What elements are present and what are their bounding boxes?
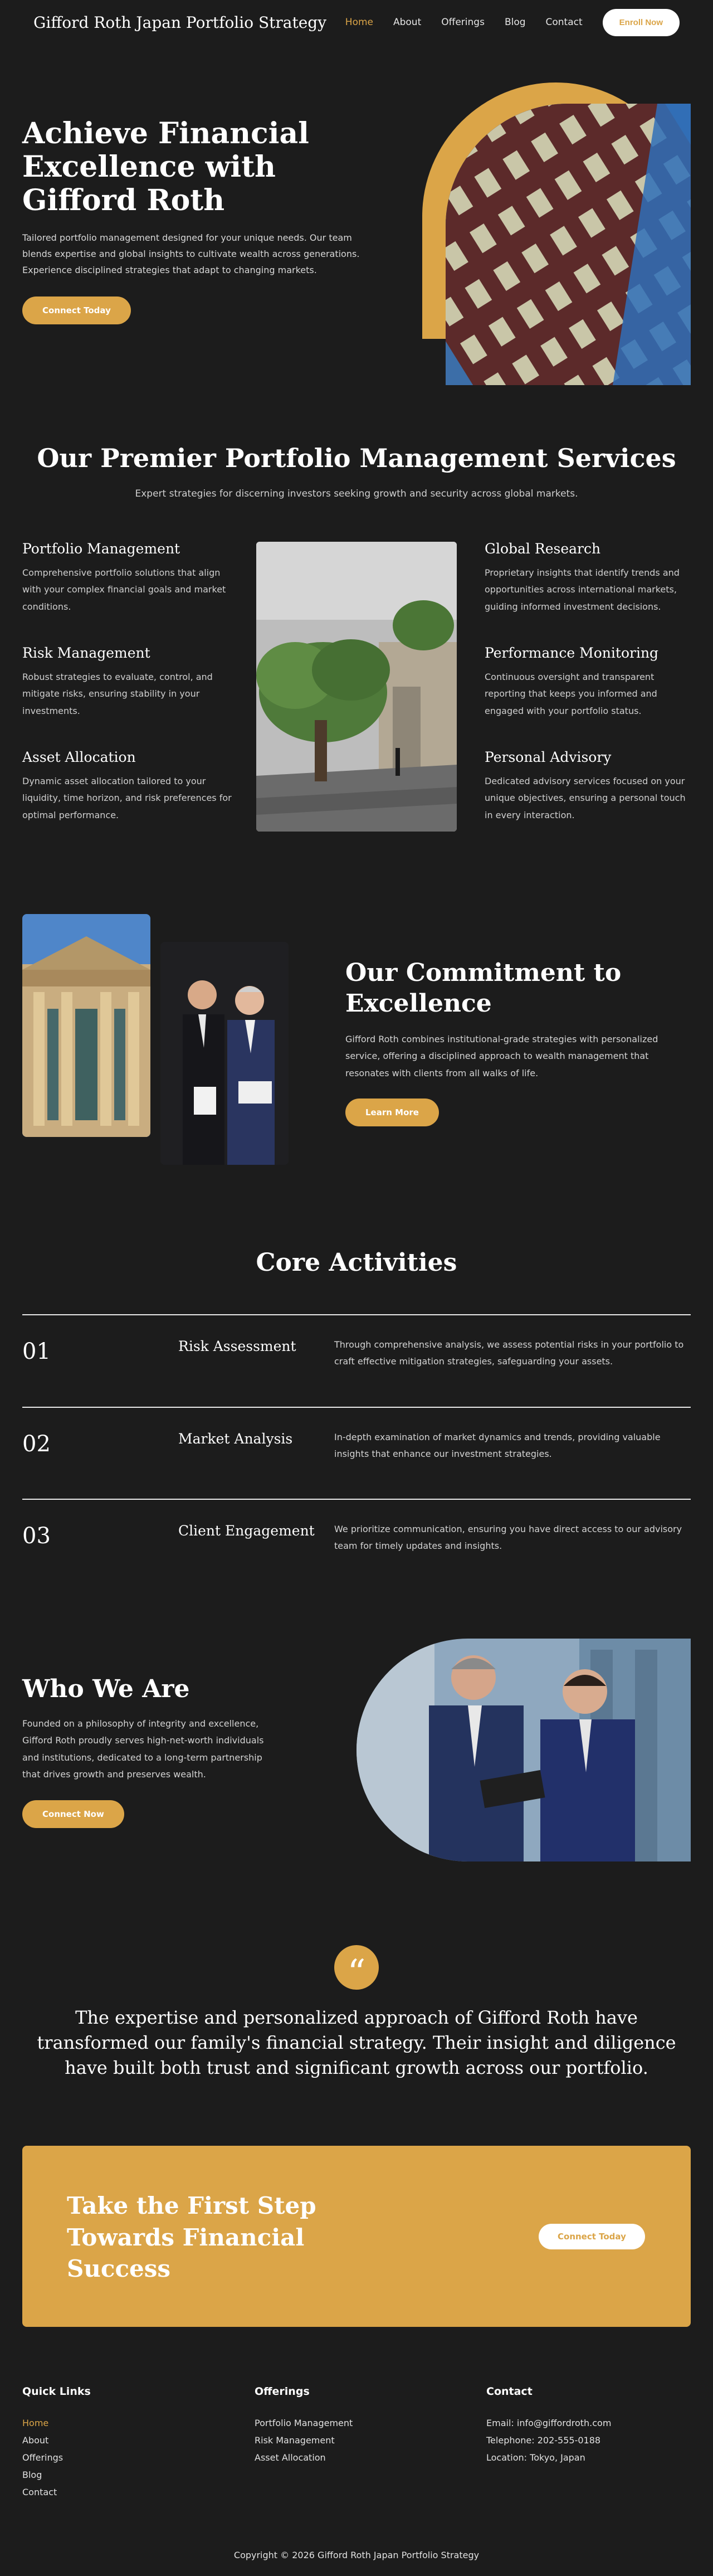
- businessmen-graphic: [160, 942, 289, 1165]
- service-text: Proprietary insights that identify trends and opportunities across international markets, guiding informed investment decisions.: [485, 567, 680, 612]
- service-personal-advisory: [485, 749, 691, 824]
- footer-offerings: [255, 2385, 353, 2466]
- building-facade-graphic: [446, 104, 691, 385]
- footer-link-home[interactable]: Home: [22, 2418, 49, 2428]
- activity-divider: [22, 1499, 691, 1500]
- services-courtyard-image: [256, 542, 457, 832]
- service-performance-monitoring: [485, 645, 691, 720]
- footer-telephone: Telephone: 202-555-0188: [486, 2435, 601, 2446]
- commitment-description: Gifford Roth combines institutional-grade strategies with personalized service, offering a disciplined approach to wealth management that resonates with clients from all walks of life.: [345, 1034, 658, 1078]
- services-subtitle: Expert strategies for discerning investors seeking growth and security across global markets.: [135, 488, 578, 499]
- activity-divider: [22, 1314, 691, 1315]
- core-activities-title: Core Activities: [256, 1248, 457, 1277]
- cta-banner: [22, 2146, 691, 2327]
- footer-offering-item[interactable]: Asset Allocation: [255, 2452, 326, 2463]
- classical-building-graphic: [22, 914, 150, 1137]
- service-title: Personal Advisory: [485, 749, 612, 765]
- hero-text: [22, 117, 373, 324]
- enroll-button[interactable]: Enroll Now: [603, 9, 680, 36]
- nav-contact[interactable]: Contact: [545, 17, 583, 28]
- activity-number: 03: [22, 1523, 51, 1549]
- service-portfolio-management: [22, 541, 234, 615]
- footer-offering-item[interactable]: Portfolio Management: [255, 2418, 353, 2428]
- footer-quick-links: [22, 2385, 91, 2501]
- site-header: [0, 0, 713, 45]
- activity-number: 02: [22, 1431, 51, 1457]
- footer-contact: [486, 2385, 611, 2466]
- service-title: Global Research: [485, 541, 601, 557]
- footer-link-blog[interactable]: Blog: [22, 2470, 42, 2480]
- nav-offerings[interactable]: Offerings: [441, 17, 485, 28]
- footer-copyright: Copyright © 2026 Gifford Roth Japan Portfolio Strategy: [233, 2550, 480, 2560]
- service-risk-management: [22, 645, 234, 720]
- footer-link-contact[interactable]: Contact: [22, 2487, 57, 2497]
- service-text: Continuous oversight and transparent reporting that keeps you informed and engaged with your portfolio status.: [485, 672, 657, 716]
- commitment-text: [345, 958, 691, 1126]
- testimonial-text: The expertise and personalized approach of Gifford Roth have transformed our family's financial strategy. Their insight and diligence have built both trust and significant growth across our portfolio.: [37, 2007, 676, 2078]
- service-title: Asset Allocation: [22, 749, 136, 765]
- nav-blog[interactable]: Blog: [504, 17, 526, 28]
- services-title: Our Premier Portfolio Management Services: [37, 443, 676, 473]
- service-text: Dedicated advisory services focused on your unique objectives, ensuring a personal touch in every interaction.: [485, 776, 686, 820]
- commitment-building-image: [22, 914, 150, 1137]
- footer-offering-item[interactable]: Risk Management: [255, 2435, 335, 2446]
- service-title: Performance Monitoring: [485, 645, 659, 661]
- main-nav: [345, 9, 680, 36]
- connect-now-button[interactable]: Connect Now: [22, 1800, 124, 1828]
- advisors-meeting-graphic: [356, 1639, 691, 1861]
- hero-description: Tailored portfolio management designed for your unique needs. Our team blends expertise and global insights to cultivate wealth across generations. Experience disciplined strategies that adapt to changing markets.: [22, 232, 360, 275]
- hero-building-image: [446, 104, 691, 385]
- quote-icon: “: [334, 1945, 379, 1990]
- who-we-are-description: Founded on a philosophy of integrity and excellence, Gifford Roth proudly serves high-net-worth individuals and institutions, dedicated to a long-term partnership that drives growth and preserves wealth.: [22, 1718, 264, 1780]
- service-global-research: [485, 541, 691, 615]
- hero-title: Achieve Financial Excellence with Gifford Roth: [22, 116, 309, 217]
- brand-logo[interactable]: Gifford Roth Japan Portfolio Strategy: [33, 13, 327, 32]
- hero-connect-button[interactable]: Connect Today: [22, 297, 131, 324]
- activity-name: Risk Assessment: [178, 1338, 296, 1354]
- service-asset-allocation: [22, 749, 234, 824]
- service-title: Risk Management: [22, 645, 150, 661]
- activity-name: Client Engagement: [178, 1523, 315, 1539]
- footer-link-about[interactable]: About: [22, 2435, 49, 2446]
- learn-more-button[interactable]: Learn More: [345, 1099, 439, 1126]
- who-we-are-image: [356, 1639, 691, 1861]
- service-text: Dynamic asset allocation tailored to your liquidity, time horizon, and risk preferences for optimal performance.: [22, 776, 232, 820]
- who-we-are-text: [22, 1675, 279, 1828]
- footer-location: Location: Tokyo, Japan: [486, 2452, 585, 2463]
- service-text: Comprehensive portfolio solutions that align with your complex financial goals and market conditions.: [22, 567, 226, 612]
- nav-about[interactable]: About: [393, 17, 422, 28]
- activity-number: 01: [22, 1339, 51, 1364]
- activity-text: We prioritize communication, ensuring you have direct access to our advisory team for timely updates and insights.: [334, 1524, 682, 1552]
- footer-heading: Contact: [486, 2385, 533, 2398]
- footer-heading: Offerings: [255, 2385, 310, 2398]
- who-we-are-title: Who We Are: [22, 1675, 190, 1703]
- activity-text: In-depth examination of market dynamics and trends, providing valuable insights that enhance our investment strategies.: [334, 1432, 661, 1460]
- activity-text: Through comprehensive analysis, we assess potential risks in your portfolio to craft effective mitigation strategies, safeguarding your assets.: [334, 1339, 684, 1367]
- activity-divider: [22, 1407, 691, 1408]
- activity-name: Market Analysis: [178, 1431, 293, 1447]
- service-title: Portfolio Management: [22, 541, 180, 557]
- commitment-title: Our Commitment to Excellence: [345, 959, 622, 1018]
- service-text: Robust strategies to evaluate, control, and mitigate risks, ensuring stability in your investments.: [22, 672, 213, 716]
- cta-title: Take the First Step Towards Financial Success: [67, 2192, 316, 2283]
- footer-heading: Quick Links: [22, 2385, 91, 2398]
- cta-connect-button[interactable]: Connect Today: [539, 2224, 645, 2249]
- nav-home[interactable]: Home: [345, 17, 373, 28]
- footer-email[interactable]: Email: info@giffordroth.com: [486, 2418, 612, 2428]
- commitment-businessmen-image: [160, 942, 289, 1165]
- footer-link-offerings[interactable]: Offerings: [22, 2452, 64, 2463]
- courtyard-tree-graphic: [256, 542, 457, 832]
